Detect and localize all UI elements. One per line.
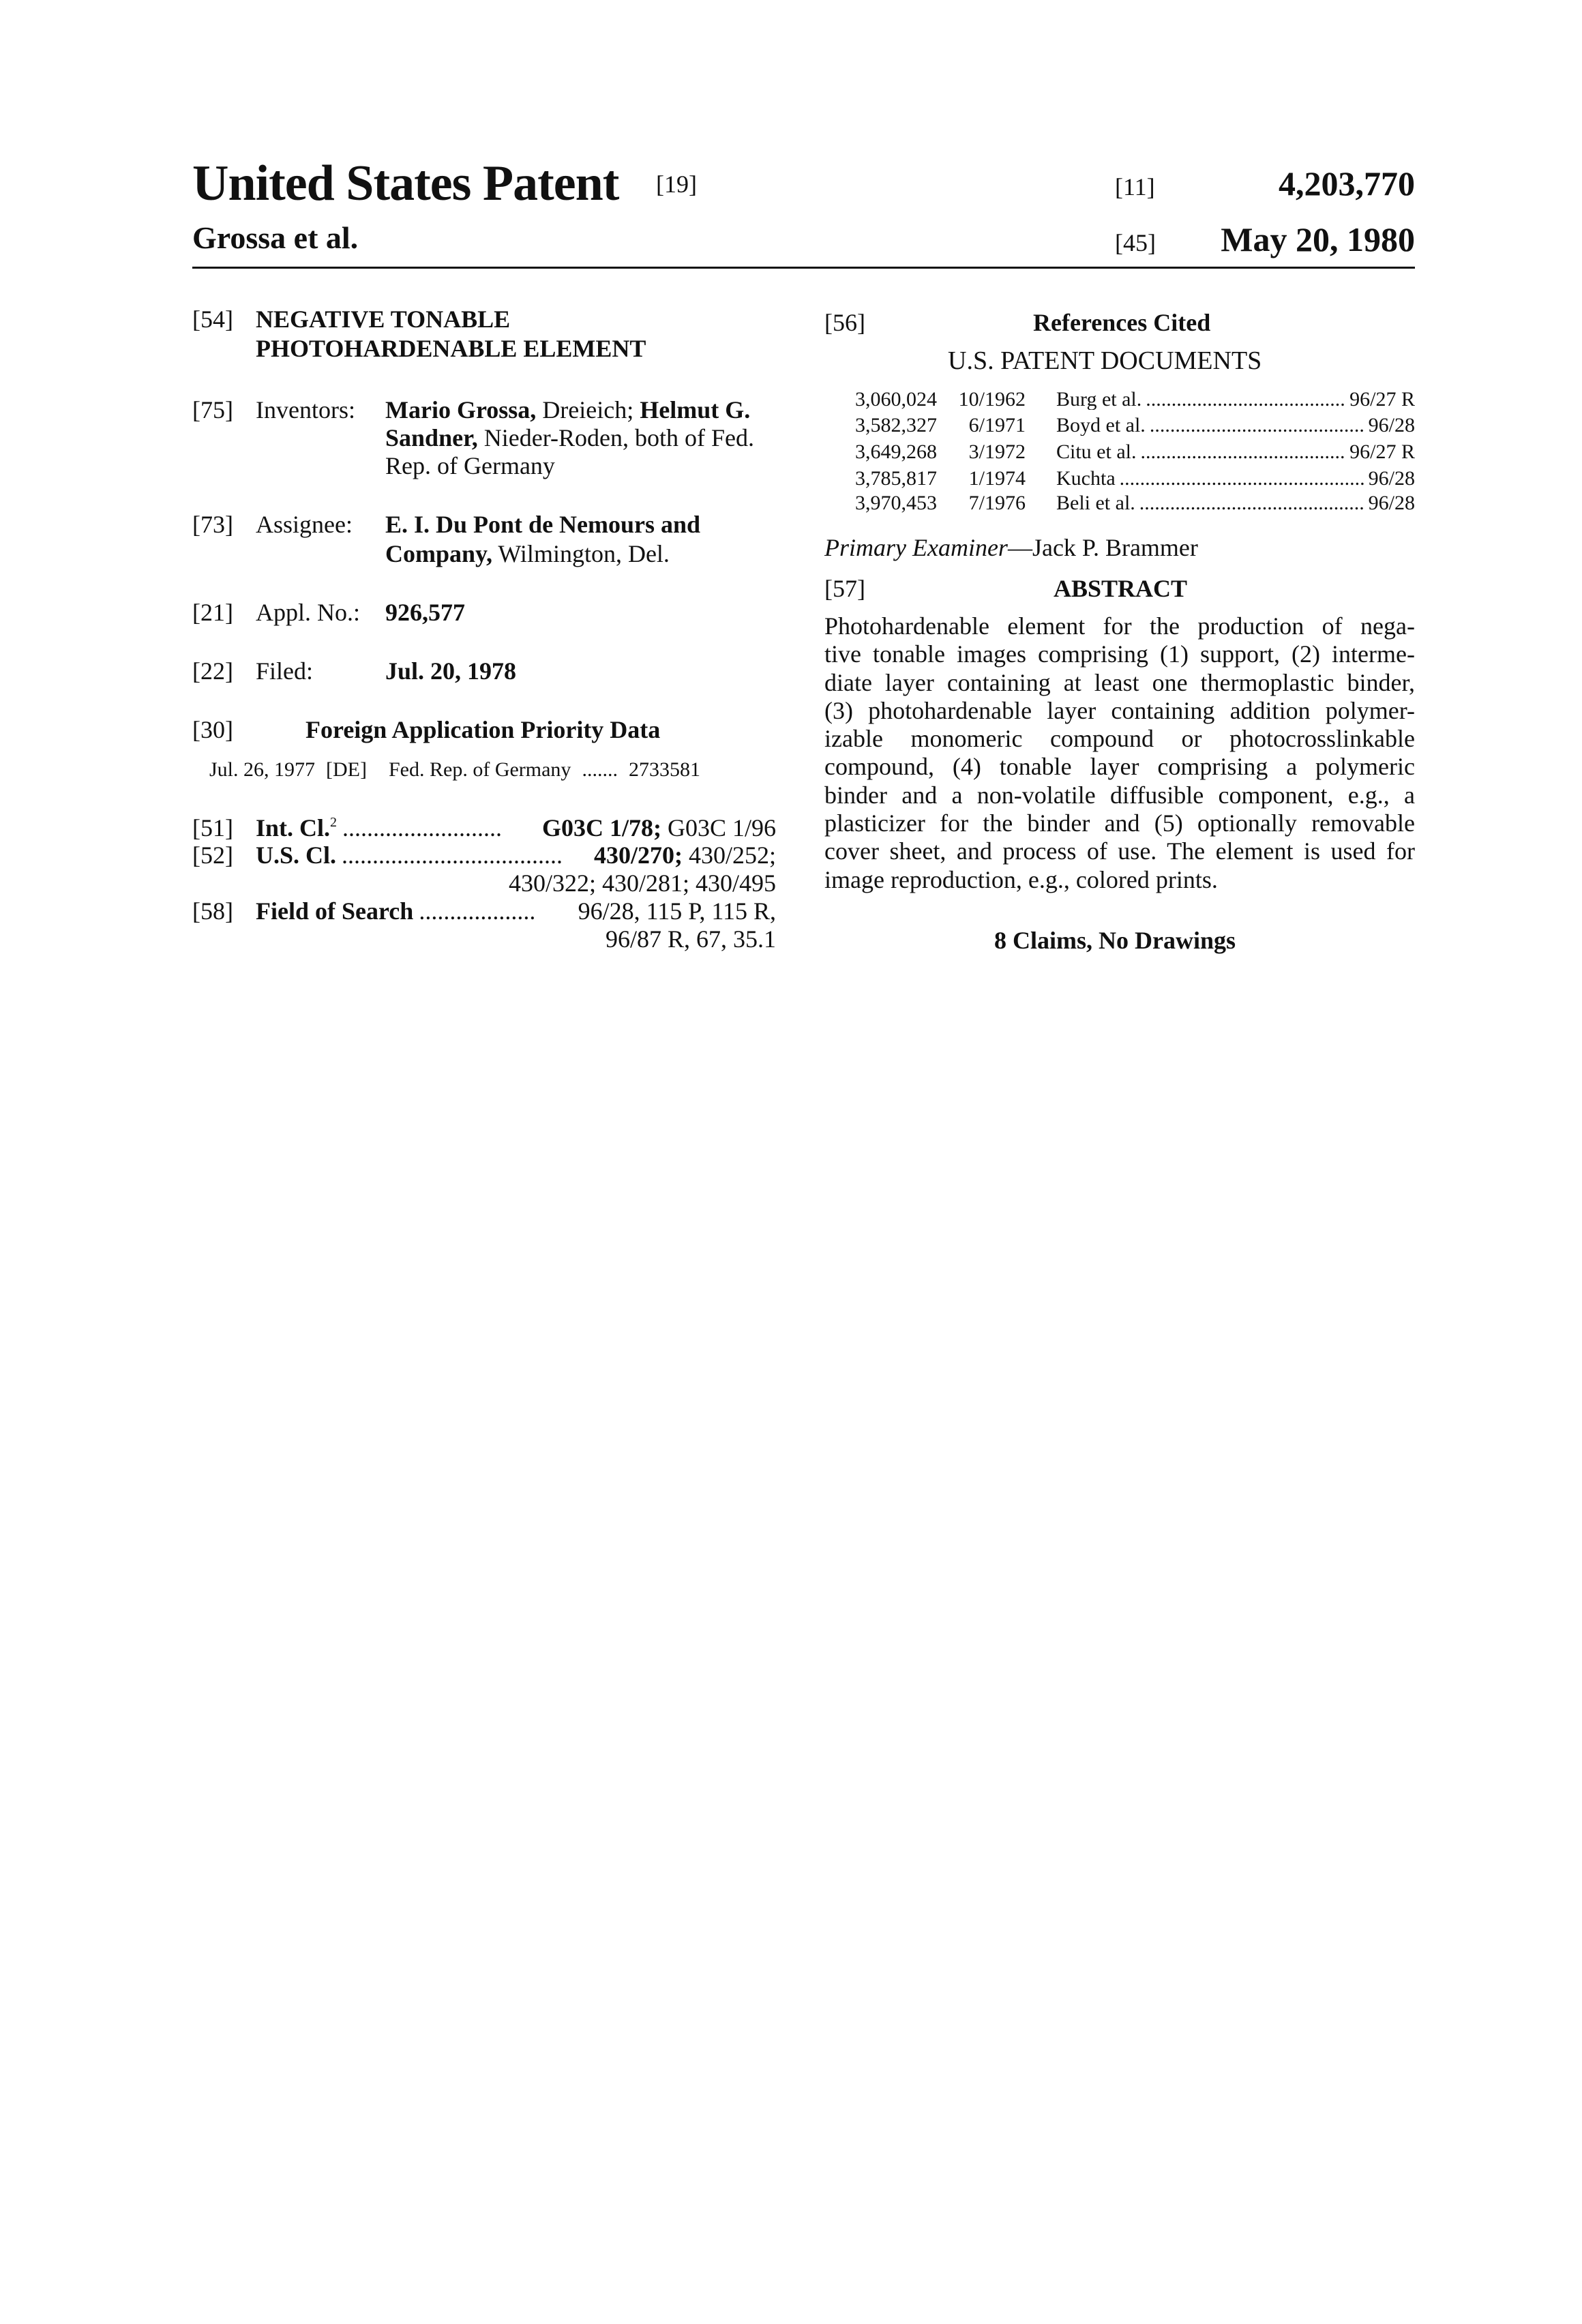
us-cl-primary: 430/270; [594, 843, 683, 867]
abstract-line: izable monomeric compound or photocrosslinkable [824, 725, 1415, 753]
code-51: [51] [192, 816, 233, 840]
reference-date: 7/1976 [937, 493, 1026, 513]
document-title: United States Patent [192, 158, 618, 209]
abstract-line: binder and a non-volatile diffusible component, e.g., a [824, 781, 1415, 809]
int-cl-label: Int. Cl. [256, 816, 330, 840]
code-73: [73] [192, 512, 233, 537]
abstract-line: compound, (4) tonable layer comprising a polymeric [824, 753, 1415, 781]
priority-country: Fed. Rep. of Germany [389, 760, 571, 780]
us-cl-label: U.S. Cl. [256, 843, 336, 867]
priority-dots: ....... [582, 760, 618, 780]
reference-dots: ........................................ [1140, 442, 1345, 462]
number-code: [11] [1115, 175, 1155, 199]
abstract-line: tive tonable images comprising (1) support, (2) interme- [824, 640, 1415, 668]
reference-name-cell [1056, 442, 1349, 462]
assignee-line2 [385, 541, 670, 566]
reference-row [824, 389, 1415, 410]
reference-name: Citu et al. [1056, 442, 1136, 462]
reference-number: 3,582,327 [824, 415, 937, 436]
abstract-line: (3) photohardenable layer containing addition polymer- [824, 697, 1415, 725]
int-cl-edition: 2 [330, 816, 337, 840]
reference-row [824, 493, 1415, 513]
references-heading: References Cited [1033, 310, 1210, 335]
us-patent-documents-heading: U.S. PATENT DOCUMENTS [948, 348, 1262, 374]
inventor-name: Helmut G. [640, 396, 750, 423]
code-52: [52] [192, 843, 233, 867]
reference-dots: ................................................ [1120, 468, 1364, 489]
code-75: [75] [192, 398, 233, 422]
assignee-name: Company, [385, 540, 492, 567]
abstract-text [824, 612, 1415, 894]
reference-number: 3,649,268 [824, 442, 937, 462]
invention-title-line2: PHOTOHARDENABLE ELEMENT [256, 336, 646, 361]
reference-name: Boyd et al. [1056, 415, 1146, 436]
reference-date: 10/1962 [937, 389, 1026, 410]
code-57: [57] [824, 576, 865, 601]
abstract-line: Photohardenable element for the production of nega- [824, 612, 1415, 640]
inventor-short: Grossa et al. [192, 222, 358, 254]
inventor-name: Mario Grossa, [385, 396, 536, 423]
field-of-search-continued: 96/87 R, 67, 35.1 [606, 927, 776, 951]
priority-entry [209, 760, 700, 780]
reference-dots: ............................................ [1139, 493, 1364, 513]
inventors-line2 [385, 426, 754, 450]
reference-name-cell [1056, 468, 1369, 489]
code-21: [21] [192, 600, 233, 625]
priority-date: Jul. 26, 1977 [209, 760, 315, 780]
reference-name: Beli et al. [1056, 493, 1135, 513]
reference-number: 3,970,453 [824, 493, 937, 513]
int-cl-secondary: G03C 1/96 [661, 816, 776, 840]
filed-value: Jul. 20, 1978 [385, 659, 516, 683]
reference-class: 96/27 R [1349, 442, 1415, 462]
code-56: [56] [824, 310, 865, 335]
field-of-search-values: 96/28, 115 P, 115 R, [578, 899, 776, 923]
reference-date: 3/1972 [937, 442, 1026, 462]
reference-number: 3,785,817 [824, 468, 937, 489]
patent-number: 4,203,770 [1279, 166, 1415, 200]
us-cl-dots: .................................... [342, 843, 588, 867]
reference-name: Burg et al. [1056, 389, 1141, 410]
claims-summary: 8 Claims, No Drawings [994, 928, 1236, 953]
appl-no-value: 926,577 [385, 600, 465, 625]
field-of-search-label: Field of Search [256, 899, 413, 923]
header-divider [192, 267, 1415, 269]
reference-name: Kuchta [1056, 468, 1116, 489]
abstract-line: cover sheet, and process of use. The element is used for [824, 837, 1415, 865]
reference-number: 3,060,024 [824, 389, 937, 410]
abstract-line: plasticizer for the binder and (5) optionally removable [824, 809, 1415, 837]
abstract-line: image reproduction, e.g., colored prints. [824, 866, 1415, 894]
us-cl-continued: 430/322; 430/281; 430/495 [509, 871, 776, 895]
abstract-heading: ABSTRACT [1054, 576, 1187, 601]
reference-name-cell [1056, 493, 1369, 513]
assignee-line1: E. I. Du Pont de Nemours and [385, 512, 700, 537]
us-cl-line [256, 843, 776, 867]
inventors-line1 [385, 398, 750, 422]
title-code: [19] [656, 172, 697, 196]
patent-date: May 20, 1980 [1221, 222, 1415, 256]
code-30: [30] [192, 717, 233, 742]
reference-date: 6/1971 [937, 415, 1026, 436]
priority-heading: Foreign Application Priority Data [305, 717, 660, 742]
inventor-name: Sandner, [385, 424, 478, 451]
invention-title-line1: NEGATIVE TONABLE [256, 307, 510, 331]
int-cl-line [256, 816, 776, 840]
reference-dots: ....................................... [1146, 389, 1345, 410]
appl-no-label: Appl. No.: [256, 600, 360, 625]
reference-name-cell [1056, 415, 1369, 436]
reference-date: 1/1974 [937, 468, 1026, 489]
code-54: [54] [192, 307, 233, 331]
int-cl-primary: G03C 1/78; [542, 816, 661, 840]
code-22: [22] [192, 659, 233, 683]
abstract-line: diate layer containing at least one thermoplastic binder, [824, 669, 1415, 697]
field-of-search-dots: ................... [419, 899, 572, 923]
reference-row [824, 442, 1415, 462]
field-of-search-line [256, 899, 776, 923]
examiner-line [824, 535, 1198, 560]
reference-class: 96/28 [1369, 468, 1415, 489]
code-58: [58] [192, 899, 233, 923]
reference-row [824, 415, 1415, 436]
reference-class: 96/28 [1369, 493, 1415, 513]
inventors-label: Inventors: [256, 398, 355, 422]
assignee-label: Assignee: [256, 512, 353, 537]
reference-class: 96/27 R [1349, 389, 1415, 410]
examiner-name: —Jack P. Brammer [1008, 534, 1198, 561]
filed-label: Filed: [256, 659, 313, 683]
int-cl-dots: .......................... [342, 816, 537, 840]
us-cl-secondary: 430/252; [683, 843, 776, 867]
reference-dots: ........................................... [1150, 415, 1364, 436]
reference-class: 96/28 [1369, 415, 1415, 436]
priority-country-code: [DE] [326, 760, 367, 780]
inventors-line3: Rep. of Germany [385, 453, 555, 478]
priority-number: 2733581 [629, 760, 700, 780]
assignee-place: Wilmington, Del. [492, 540, 670, 567]
reference-name-cell [1056, 389, 1349, 410]
date-code: [45] [1115, 230, 1156, 255]
inventor-place: Nieder-Roden, both of Fed. [478, 424, 754, 451]
examiner-label: Primary Examiner [824, 534, 1008, 561]
inventor-place: Dreieich; [536, 396, 640, 423]
reference-row [824, 468, 1415, 489]
